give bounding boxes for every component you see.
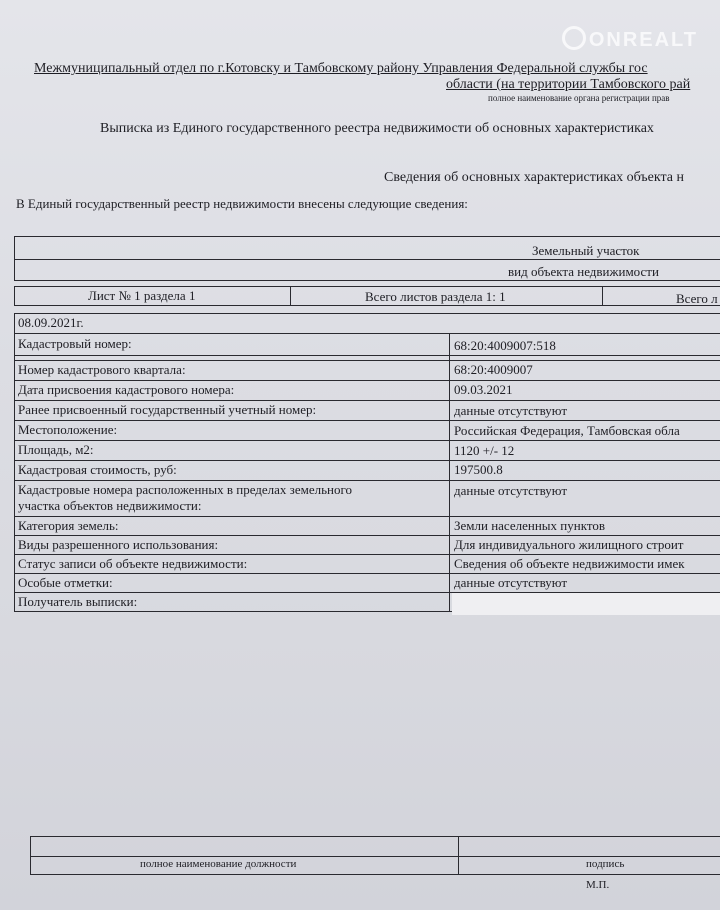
table-row-value: Сведения об объекте недвижимости имек xyxy=(454,556,685,571)
table-row-label: Получатель выписки: xyxy=(18,594,138,609)
authority-name-caption: полное наименование органа регистрации прав xyxy=(488,93,670,103)
watermark xyxy=(562,26,698,52)
object-type: Земельный участок xyxy=(532,243,640,258)
position-caption: полное наименование должности xyxy=(140,858,297,870)
watermark-logo-icon xyxy=(562,26,586,50)
table-row-value: данные отсутствуют xyxy=(454,403,568,418)
sheet-total-section: Всего листов раздела 1: 1 xyxy=(365,289,506,304)
authority-name-line1: Межмуниципальный отдел по г.Котовску и Тамбовскому району Управления Федеральной службы гос xyxy=(34,61,648,76)
info-title: Сведения об основных характеристиках объекта н xyxy=(384,170,684,185)
table-row-label: Виды разрешенного использования: xyxy=(18,537,219,552)
table-row-value: Российская Федерация, Тамбовская обла xyxy=(454,423,680,438)
extract-date: 08.09.2021г. xyxy=(18,315,84,330)
table-row-label: Кадастровые номера расположенных в пределах земельного xyxy=(18,482,352,497)
table-row-label: Кадастровый номер: xyxy=(18,336,132,351)
table-row-label: Ранее присвоенный государственный учетный номер: xyxy=(18,402,317,417)
signature-caption: подпись xyxy=(586,858,625,870)
table-row-value: данные отсутствуют xyxy=(454,483,568,498)
table-row-value: 197500.8 xyxy=(454,462,503,477)
table-row-label: Номер кадастрового квартала: xyxy=(18,362,186,377)
table-row-value: 68:20:4009007 xyxy=(454,362,533,377)
table-row-label: Дата присвоения кадастрового номера: xyxy=(18,382,235,397)
table-row-value: 68:20:4009007:518 xyxy=(454,338,556,353)
table-row-label: Площадь, м2: xyxy=(18,442,94,457)
table-row-label-cont: участка объектов недвижимости: xyxy=(18,498,202,513)
table-row-value: 09.03.2021 xyxy=(454,382,513,397)
authority-name-line2: области (на территории Тамбовского рай xyxy=(446,77,691,92)
seal-caption: М.П. xyxy=(586,879,610,891)
object-type-caption: вид объекта недвижимости xyxy=(508,264,659,279)
extract-title: Выписка из Единого государственного реестра недвижимости об основных характеристиках xyxy=(100,121,654,136)
recipient-redaction xyxy=(452,593,720,615)
watermark-text: ONREALT xyxy=(588,29,698,51)
table-row-value: Земли населенных пунктов xyxy=(454,518,605,533)
table-row-label: Местоположение: xyxy=(18,422,118,437)
intro-text: В Единый государственный реестр недвижимости внесены следующие сведения: xyxy=(16,196,468,211)
table-row-label: Особые отметки: xyxy=(18,575,113,590)
table-row-value: Для индивидуального жилищного строит xyxy=(454,537,684,552)
table-row-label: Кадастровая стоимость, руб: xyxy=(18,462,177,477)
sheet-total-more: Всего л xyxy=(676,291,718,306)
table-row-value: данные отсутствуют xyxy=(454,575,568,590)
sheet-number: Лист № 1 раздела 1 xyxy=(88,288,196,303)
table-row-label: Статус записи об объекте недвижимости: xyxy=(18,556,248,571)
table-row-label: Категория земель: xyxy=(18,518,119,533)
table-row-value: 1120 +/- 12 xyxy=(454,443,515,458)
